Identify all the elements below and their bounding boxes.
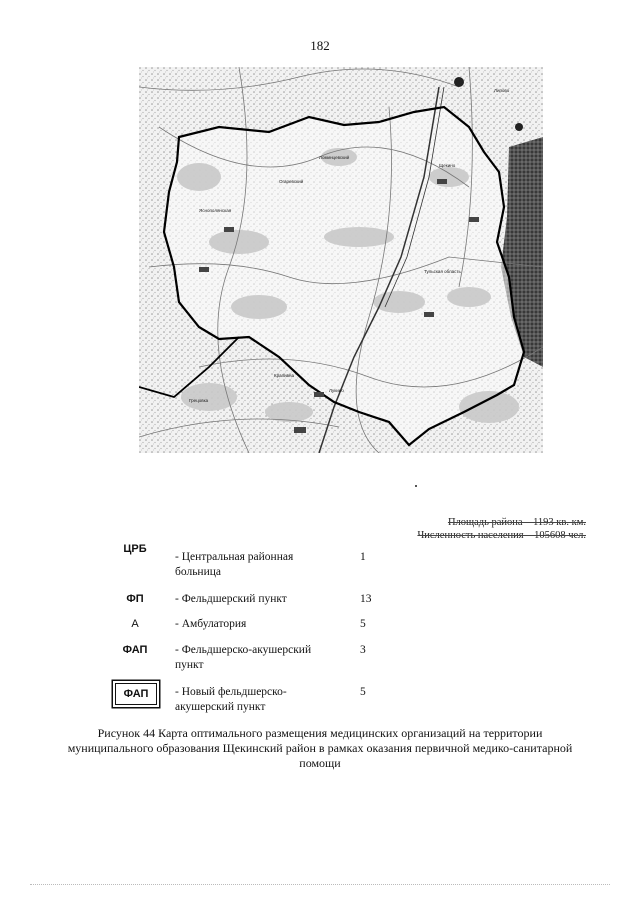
- footer-artifact: [30, 884, 610, 887]
- stray-mark: [415, 485, 417, 487]
- legend-abbr: ФП: [126, 593, 144, 605]
- map-label: Щекино: [439, 163, 456, 168]
- map-label: Яснополянская: [199, 208, 232, 213]
- legend-desc: - Центральная районная больница: [175, 551, 294, 578]
- district-stats: [417, 516, 586, 542]
- legend-desc: - Фельдшерско-акушерский пункт: [175, 644, 312, 671]
- legend-desc: - Фельдшерский пункт: [175, 593, 287, 605]
- legend-count: 5: [360, 686, 366, 698]
- map-label: Грецовка: [189, 398, 209, 403]
- legend-abbr: ЦРБ: [123, 543, 147, 555]
- population-stat: Численность населения – 105608 чел.: [417, 530, 586, 541]
- map-label: Липово: [494, 88, 510, 93]
- page-number: 182: [310, 38, 330, 53]
- map-label: Тульская область: [424, 269, 461, 274]
- legend-desc: - Новый фельдшерско-акушерский пункт: [175, 686, 287, 713]
- map-label: Крапивна: [274, 373, 294, 378]
- legend-count: 13: [360, 593, 372, 605]
- legend-count: 1: [360, 551, 366, 563]
- map-label: Лукино: [329, 388, 344, 393]
- legend-count: 3: [360, 644, 366, 656]
- figure-caption: Рисунок 44 Карта оптимального размещения медицинских организаций на территории муниципального образования Щекинский район в рамках оказания первичной медико-санитарной помощи: [67, 726, 573, 770]
- legend-abbr: А: [131, 618, 139, 630]
- map-graphic: [139, 67, 543, 453]
- legend-count: 5: [360, 618, 366, 630]
- map-label: Огаревский: [279, 179, 304, 184]
- legend-abbr: ФАП: [122, 644, 148, 656]
- district-map: [139, 67, 543, 453]
- legend-desc: - Амбулатория: [175, 618, 247, 630]
- map-label: Ломинцевский: [319, 155, 350, 160]
- area-stat: Площадь района – 1193 кв. км.: [447, 517, 586, 528]
- legend-abbr: ФАП: [115, 683, 157, 705]
